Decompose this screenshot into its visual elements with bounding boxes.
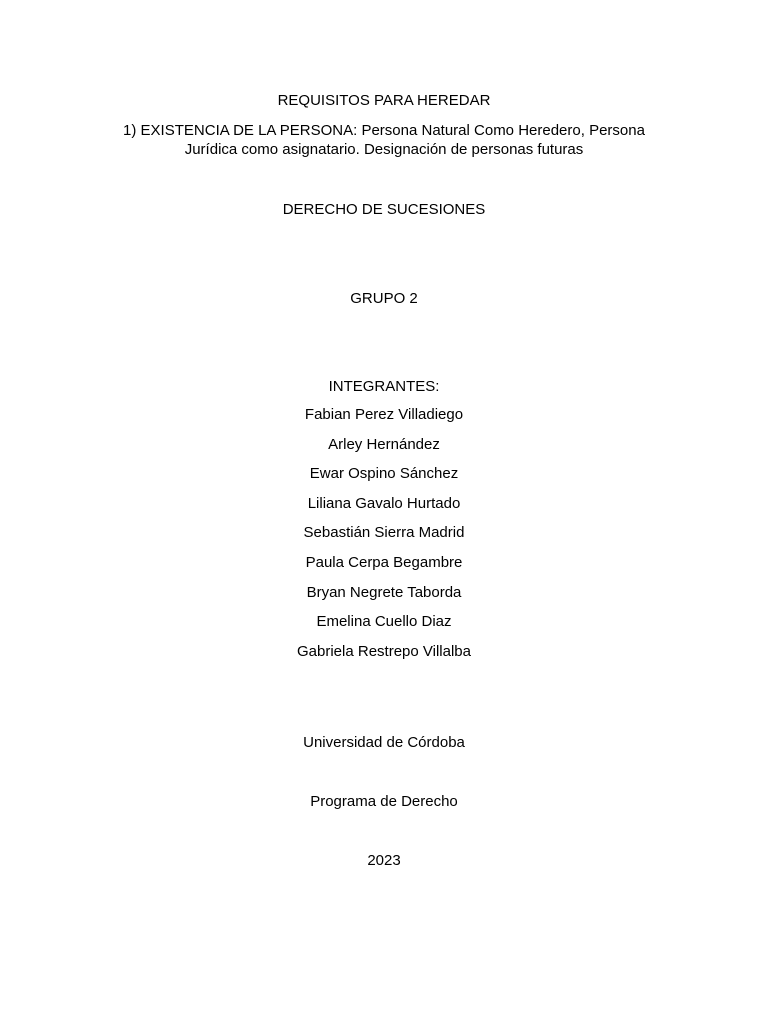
program-name: Programa de Derecho <box>310 793 458 810</box>
member-name: Arley Hernández <box>328 435 440 453</box>
member-name: Sebastián Sierra Madrid <box>303 524 465 542</box>
members-list <box>0 405 768 671</box>
document-subtitle: 1) EXISTENCIA DE LA PERSONA: Persona Natural Como Heredero, Persona Jurídica como asignatario. Designación de personas futuras <box>123 122 645 158</box>
course-name: DERECHO DE SUCESIONES <box>282 201 486 218</box>
document-year: 2023 <box>367 852 401 869</box>
document-title: REQUISITOS PARA HEREDAR <box>277 92 491 109</box>
university-name: Universidad de Córdoba <box>303 734 465 751</box>
member-name: Ewar Ospino Sánchez <box>309 465 459 483</box>
member-name: Gabriela Restrepo Villalba <box>297 642 471 660</box>
members-heading: INTEGRANTES: <box>328 378 440 395</box>
member-name: Emelina Cuello Diaz <box>316 613 452 631</box>
member-name: Fabian Perez Villadiego <box>304 406 464 423</box>
member-name: Paula Cerpa Begambre <box>305 553 463 571</box>
group-name: GRUPO 2 <box>350 290 418 307</box>
member-name: Bryan Negrete Taborda <box>306 583 462 601</box>
member-name: Liliana Gavalo Hurtado <box>307 494 461 512</box>
